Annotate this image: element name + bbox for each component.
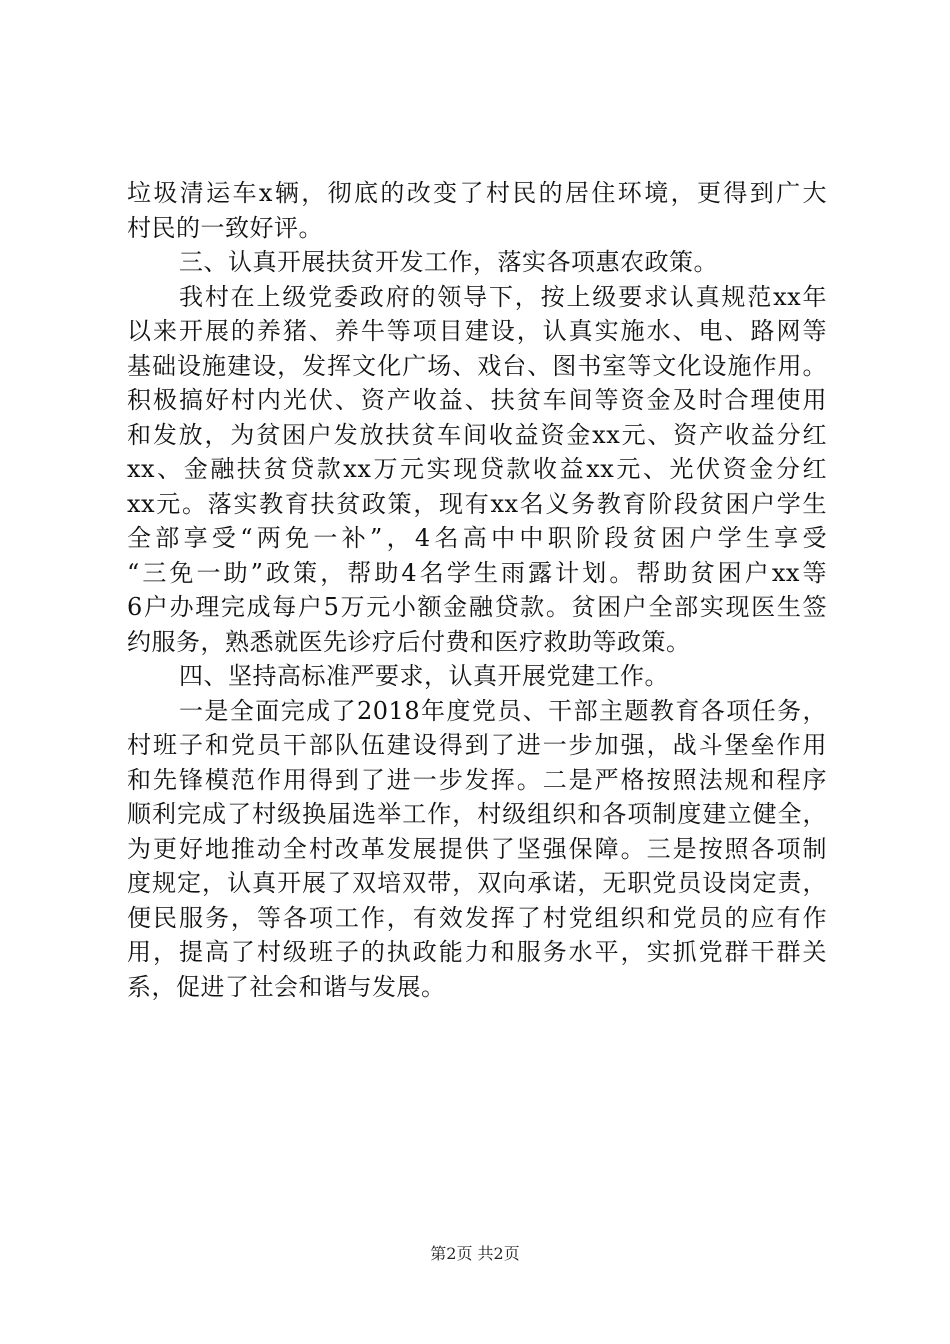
text-line: 为更好地推动全村改革发展提供了坚强保障。三是按照各项制 — [127, 834, 827, 863]
text-line: 三、认真开展扶贫开发工作，落实各项惠农政策。 — [179, 248, 718, 276]
text-line: 和先锋模范作用得到了进一步发挥。二是严格按照法规和程序 — [127, 765, 827, 794]
text-line: xx元。落实教育扶贫政策，现有xx名义务教育阶段贫困户学生 — [127, 489, 827, 518]
paragraph — [127, 694, 827, 1005]
text-line: 村班子和党员干部队伍建设得到了进一步加强，战斗堡垒作用 — [127, 731, 827, 759]
text-line: 用，提高了村级班子的执政能力和服务水平，实抓党群干群关 — [127, 938, 827, 966]
text-line: 村民的一致好评。 — [127, 213, 323, 242]
text-line: 以来开展的养猪、养牛等项目建设，认真实施水、电、路网等 — [127, 317, 827, 345]
text-line: 便民服务，等各项工作，有效发挥了村党组织和党员的应有作 — [127, 903, 827, 932]
text-line: 6户办理完成每户5万元小额金融贷款。贫困户全部实现医生签 — [127, 593, 827, 621]
page-number: 第2页 — [430, 1244, 473, 1263]
text-line: “三免一助”政策，帮助4名学生雨露计划。帮助贫困户xx等 — [127, 558, 827, 587]
text-line: 和发放，为贫困户发放扶贫车间收益资金xx元、资产收益分红 — [127, 420, 827, 449]
text-line: 积极搞好村内光伏、资产收益、扶贫车间等资金及时合理使用 — [127, 386, 827, 414]
paragraph — [127, 659, 827, 694]
text-line: xx、金融扶贫贷款xx万元实现贷款收益xx元、光伏资金分红 — [127, 455, 827, 483]
text-line: 全部享受“两免一补”，4名高中中职阶段贫困户学生享受 — [127, 524, 827, 552]
text-line: 垃圾清运车x辆，彻底的改变了村民的居住环境，更得到广大 — [127, 179, 827, 207]
page-footer — [0, 1243, 950, 1265]
text-line: 四、坚持高标准严要求，认真开展党建工作。 — [179, 662, 669, 690]
paragraph — [127, 245, 827, 280]
paragraph — [127, 176, 827, 245]
text-line: 系，促进了社会和谐与发展。 — [127, 972, 446, 1001]
text-line: 基础设施建设，发挥文化广场、戏台、图书室等文化设施作用。 — [127, 351, 827, 380]
paragraph — [127, 280, 827, 660]
text-line: 约服务，熟悉就医先诊疗后付费和医疗救助等政策。 — [127, 627, 691, 656]
document-body — [127, 176, 827, 1004]
page-total: 共2页 — [477, 1244, 520, 1263]
text-line: 我村在上级党委政府的领导下，按上级要求认真规范xx年 — [179, 282, 827, 311]
text-line: 一是全面完成了2018年度党员、干部主题教育各项任务， — [179, 696, 827, 725]
text-line: 顺利完成了村级换届选举工作，村级组织和各项制度建立健全， — [127, 800, 827, 828]
text-line: 度规定，认真开展了双培双带，双向承诺，无职党员设岗定责， — [127, 869, 827, 897]
